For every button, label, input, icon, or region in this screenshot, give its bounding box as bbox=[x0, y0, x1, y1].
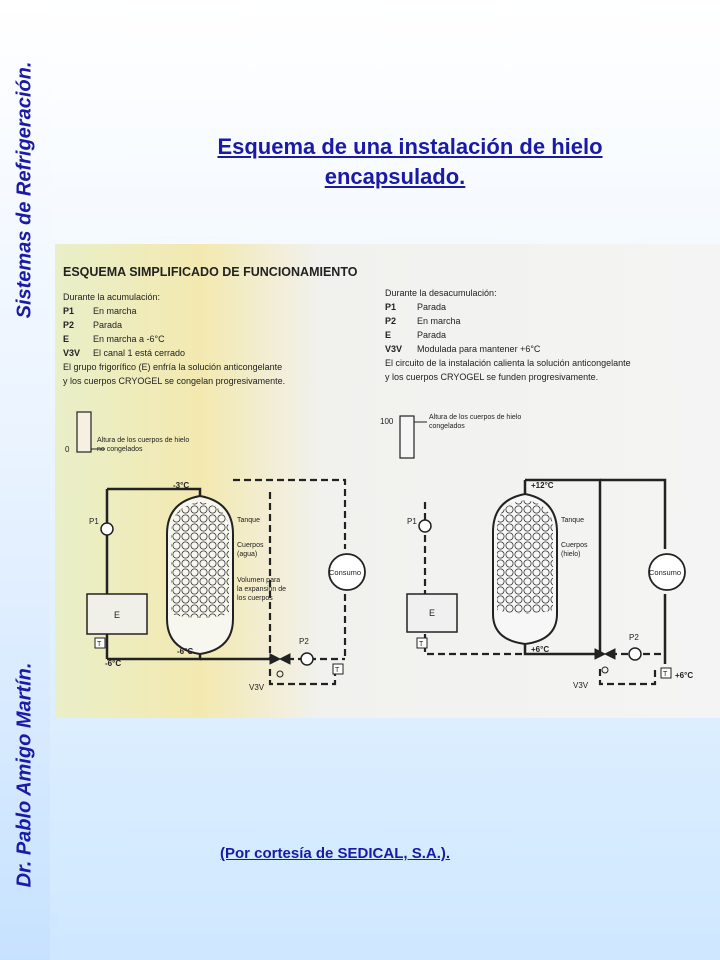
svg-text:Tanque: Tanque bbox=[237, 517, 260, 524]
right-level-indicator bbox=[400, 416, 414, 458]
left-p1-val: En marcha bbox=[93, 306, 137, 316]
svg-text:(hielo): (hielo) bbox=[561, 551, 581, 558]
left-p2-val: Parada bbox=[93, 320, 123, 330]
svg-text:(agua): (agua) bbox=[237, 551, 258, 558]
figure-heading: ESQUEMA SIMPLIFICADO DE FUNCIONAMIENTO bbox=[63, 265, 358, 279]
svg-text:-3°C: -3°C bbox=[173, 481, 190, 490]
right-legend bbox=[385, 288, 631, 382]
left-legend bbox=[63, 292, 285, 386]
sidebar bbox=[0, 0, 50, 960]
svg-text:100: 100 bbox=[380, 417, 394, 426]
svg-text:la expansión de: la expansión de bbox=[237, 586, 287, 593]
left-desc-1: El grupo frigorífico (E) enfría la solución anticongelante bbox=[63, 362, 283, 372]
svg-text:Consumo: Consumo bbox=[649, 568, 682, 577]
title-line-1: Esquema de una instalación de hielo bbox=[217, 134, 603, 159]
right-p1-key: P1 bbox=[385, 302, 397, 312]
svg-text:congelados: congelados bbox=[429, 423, 465, 430]
svg-text:E: E bbox=[114, 610, 121, 620]
svg-text:P2: P2 bbox=[299, 637, 309, 646]
right-pump-p2 bbox=[629, 648, 641, 660]
svg-text:0: 0 bbox=[65, 445, 70, 454]
svg-text:V3V: V3V bbox=[249, 683, 265, 692]
schematic-figure bbox=[55, 244, 720, 718]
svg-text:P2: P2 bbox=[629, 633, 639, 642]
right-e-key: E bbox=[385, 330, 392, 340]
svg-text:T: T bbox=[97, 641, 102, 648]
svg-text:los cuerpos: los cuerpos bbox=[237, 595, 273, 602]
svg-text:-6°C: -6°C bbox=[177, 647, 194, 656]
svg-text:Volumen para: Volumen para bbox=[237, 577, 281, 584]
left-e-val: En marcha a -6°C bbox=[93, 334, 165, 344]
svg-text:Altura de los cuerpos de hielo: Altura de los cuerpos de hielo bbox=[97, 437, 190, 444]
left-desc-2: y los cuerpos CRYOGEL se congelan progresivamente. bbox=[63, 376, 286, 386]
left-level-indicator bbox=[77, 412, 91, 452]
schematic-svg bbox=[55, 244, 720, 718]
right-desc-1: El circuito de la instalación calienta la solución anticongelante bbox=[385, 358, 631, 368]
svg-text:E: E bbox=[429, 608, 436, 618]
right-desc-2: y los cuerpos CRYOGEL se funden progresivamente. bbox=[385, 372, 599, 382]
svg-text:P1: P1 bbox=[89, 517, 99, 526]
svg-text:-6°C: -6°C bbox=[105, 659, 122, 668]
svg-text:+6°C: +6°C bbox=[675, 671, 694, 680]
left-pump-p2 bbox=[301, 653, 313, 665]
svg-text:Consumo: Consumo bbox=[329, 568, 362, 577]
author-name: Dr. Pablo Amigo Martín. bbox=[13, 662, 36, 888]
course-title: Sistemas de Refrigeración. bbox=[13, 61, 36, 319]
svg-text:P1: P1 bbox=[407, 517, 417, 526]
left-v3v-key: V3V bbox=[63, 348, 81, 358]
svg-text:no congelados: no congelados bbox=[97, 446, 143, 453]
left-intro: Durante la acumulación: bbox=[63, 292, 161, 302]
right-p2-key: P2 bbox=[385, 316, 397, 326]
right-e-val: Parada bbox=[417, 330, 447, 340]
left-pump-p1 bbox=[101, 523, 113, 535]
left-p1-key: P1 bbox=[63, 306, 75, 316]
svg-text:T: T bbox=[335, 667, 340, 674]
svg-text:T: T bbox=[663, 671, 668, 678]
right-diagram bbox=[400, 416, 685, 684]
svg-text:Tanque: Tanque bbox=[561, 517, 584, 524]
left-v3v-val: El canal 1 está cerrado bbox=[93, 348, 186, 358]
right-intro: Durante la desacumulación: bbox=[385, 288, 497, 298]
left-v3v-valve bbox=[270, 654, 290, 664]
left-p2-key: P2 bbox=[63, 320, 75, 330]
title-line-2: encapsulado. bbox=[324, 164, 466, 189]
credit-note: (Por cortesía de SEDICAL, S.A.). bbox=[220, 845, 451, 862]
right-pump-p1 bbox=[419, 520, 431, 532]
slide-title bbox=[150, 132, 670, 192]
right-v3v-val: Modulada para mantener +6°C bbox=[417, 344, 541, 354]
svg-text:Altura de los cuerpos de hielo: Altura de los cuerpos de hielo bbox=[429, 414, 522, 421]
svg-text:T: T bbox=[419, 641, 424, 648]
right-v3v-key: V3V bbox=[385, 344, 403, 354]
svg-text:Cuerpos: Cuerpos bbox=[561, 542, 588, 549]
right-v3v-valve bbox=[595, 649, 615, 659]
svg-text:+12°C: +12°C bbox=[531, 481, 554, 490]
svg-text:+6°C: +6°C bbox=[531, 645, 550, 654]
right-p2-val: En marcha bbox=[417, 316, 461, 326]
right-p1-val: Parada bbox=[417, 302, 447, 312]
left-e-key: E bbox=[63, 334, 70, 344]
svg-text:V3V: V3V bbox=[573, 681, 589, 690]
svg-text:Cuerpos: Cuerpos bbox=[237, 542, 264, 549]
